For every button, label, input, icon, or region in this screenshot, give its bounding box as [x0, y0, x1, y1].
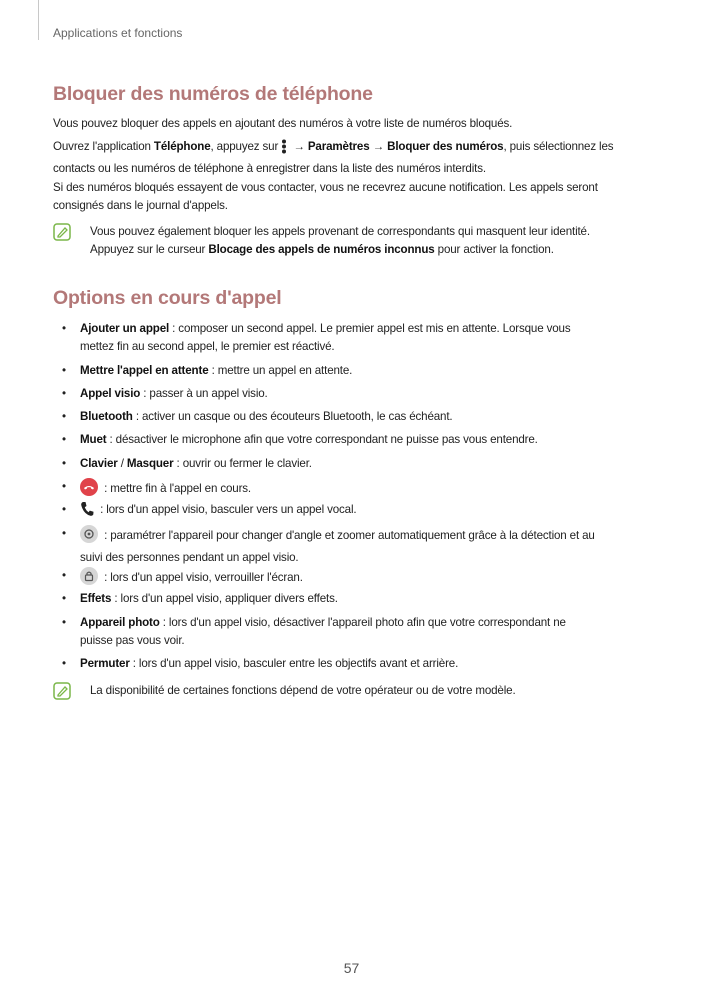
section-title-block-numbers: Bloquer des numéros de téléphone — [53, 83, 373, 105]
margin-line — [38, 0, 39, 40]
auto-framing-icon — [80, 525, 98, 549]
phone-icon — [80, 501, 94, 523]
paragraph-instructions: Ouvrez l'application Téléphone, appuyez sur → Paramètres → Bloquer des numéros, puis sélectionnez les contacts ou les numéros de téléphone à enregistrer dans la liste des numéros interdits. — [53, 140, 614, 175]
menu-path-block-numbers: Bloquer des numéros — [387, 140, 504, 153]
lock-icon — [80, 567, 98, 591]
menu-path-settings: Paramètres — [307, 140, 370, 153]
note-icon — [53, 223, 71, 241]
end-call-icon — [80, 478, 98, 502]
running-header: Applications et fonctions — [53, 26, 183, 40]
note-icon — [53, 682, 71, 700]
paragraph-notification: Si des numéros bloqués essayent de vous contacter, vous ne recevrez aucune notification. Les appels seront consignés dans le journal d'appels. — [53, 181, 598, 212]
section-title-call-options: Options en cours d'appel — [53, 287, 282, 309]
app-name-telephone: Téléphone — [153, 140, 211, 153]
more-options-icon — [281, 139, 287, 160]
page-number: 57 — [343, 960, 360, 976]
paragraph-intro: Vous pouvez bloquer des appels en ajoutant des numéros à votre liste de numéros bloqués. — [53, 117, 513, 130]
